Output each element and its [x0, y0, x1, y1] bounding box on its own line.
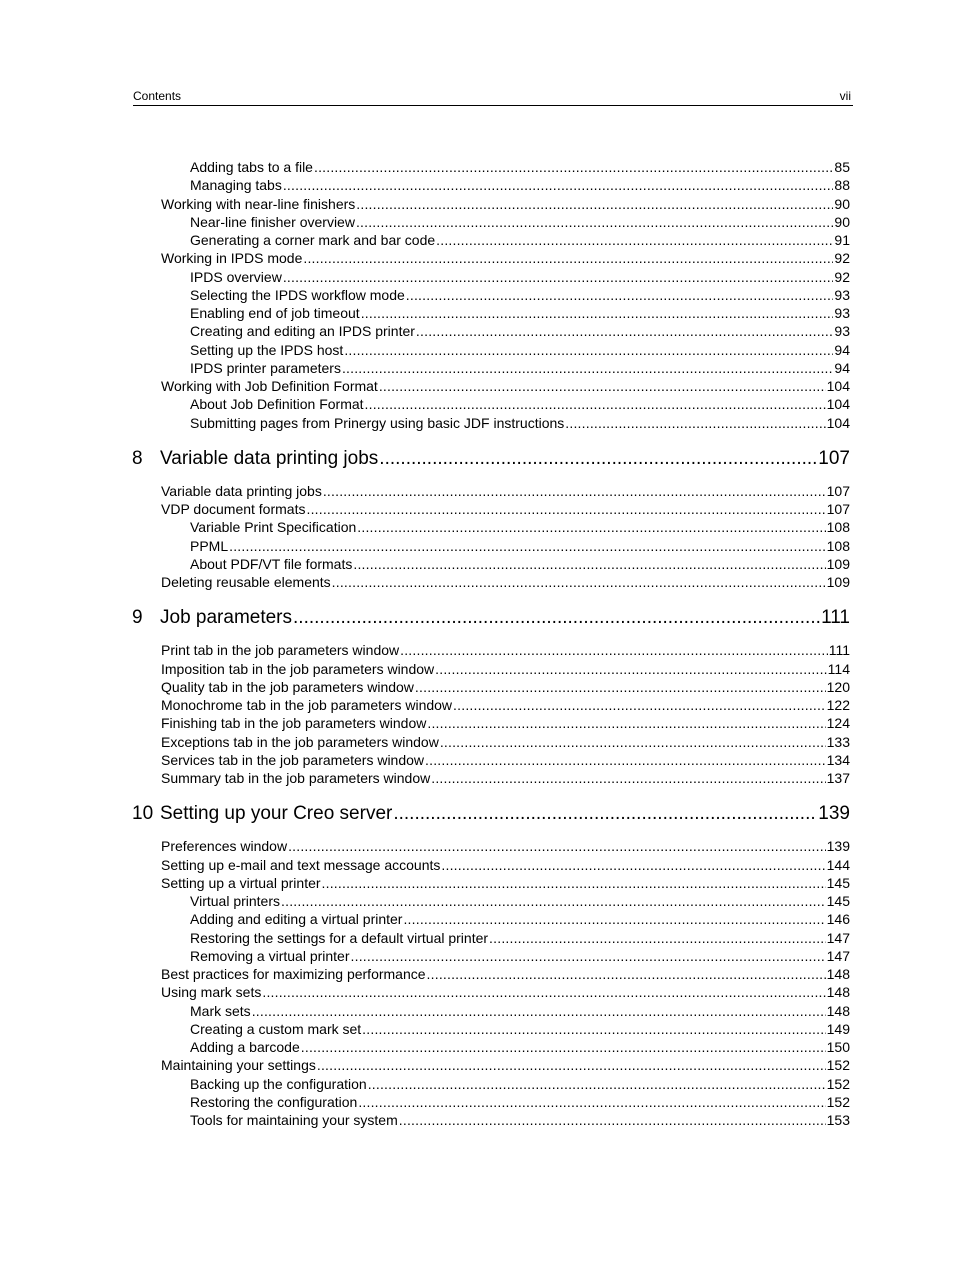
toc-entry-title: Variable data printing jobs: [161, 482, 322, 499]
toc-page-number: 104: [826, 378, 850, 394]
toc-page-number: 111: [821, 607, 850, 629]
dot-leader: [427, 714, 825, 732]
toc-entry: [190, 414, 850, 432]
toc-entry: [161, 573, 850, 591]
toc-entry: [161, 195, 850, 213]
chapter-number: 9: [132, 607, 143, 629]
toc-entry: [190, 1020, 850, 1038]
toc-entry-title: Variable Print Specification: [190, 519, 357, 536]
toc-page-number: 92: [834, 268, 850, 285]
header-section-title: Contents: [133, 89, 182, 103]
toc-page-number: 133: [826, 733, 850, 750]
toc-entry-title: Creating a custom mark set: [190, 1020, 362, 1037]
toc-page-number: 92: [834, 250, 850, 267]
toc-entry-title: Print tab in the job parameters window: [161, 642, 400, 659]
chapter-heading: [132, 605, 850, 631]
dot-leader: [379, 446, 817, 472]
toc-entry: [190, 555, 850, 573]
toc-entry: [190, 1075, 850, 1093]
toc-entry-title: Adding a barcode: [190, 1039, 300, 1055]
toc-page-number: 109: [826, 555, 850, 572]
toc-entry-title: VDP document formats: [161, 501, 306, 517]
dot-leader: [365, 395, 826, 413]
dot-leader: [393, 801, 817, 827]
dot-leader: [403, 910, 825, 928]
toc-page-number: 153: [826, 1112, 850, 1128]
toc-entry-title: Removing a virtual printer: [190, 947, 350, 964]
toc-page-number: 107: [826, 482, 850, 499]
toc-page-number: 149: [826, 1020, 850, 1037]
toc-entry-title: Setting up e-mail and text message accounts: [161, 856, 441, 873]
dot-leader: [406, 286, 834, 304]
toc-page-number: 93: [834, 323, 850, 340]
toc-entry: [161, 678, 850, 696]
toc-entry-title: Monochrome tab in the job parameters window: [161, 697, 453, 713]
toc-entry-title: Submitting pages from Prinergy using basic JDF instructions: [190, 414, 565, 431]
dot-leader: [281, 892, 826, 910]
dot-leader: [489, 929, 826, 947]
dot-leader: [441, 856, 825, 874]
toc-entry: [190, 1038, 850, 1056]
toc-entry: [190, 359, 850, 377]
toc-page-number: 145: [826, 893, 850, 909]
dot-leader: [368, 1075, 826, 1093]
chapter-title: Job parameters: [160, 607, 293, 629]
toc-page-number: 114: [827, 660, 850, 677]
dot-leader: [342, 359, 833, 377]
dot-leader: [565, 414, 825, 432]
toc-entry: [190, 304, 850, 322]
toc-entry: [190, 910, 850, 928]
toc-page-number: 93: [834, 286, 850, 303]
toc-entry-title: Working in IPDS mode: [161, 250, 303, 267]
toc-page-number: 94: [834, 359, 850, 376]
toc-page-number: 146: [826, 911, 850, 928]
toc-entry: [190, 1002, 850, 1020]
toc-entry-title: Creating and editing an IPDS printer: [190, 323, 415, 340]
dot-leader: [440, 733, 826, 751]
chapter-number: 10: [132, 803, 154, 825]
toc-page-number: 94: [834, 341, 850, 358]
toc-entry-title: Enabling end of job timeout: [190, 305, 360, 321]
toc-entry-title: Mark sets: [190, 1002, 251, 1019]
toc-page-number: 145: [826, 874, 850, 891]
chapter-number: 8: [132, 447, 143, 469]
dot-leader: [322, 874, 826, 892]
dot-leader: [436, 231, 833, 249]
toc-entry-title: Virtual printers: [190, 893, 281, 909]
toc-entry: [161, 249, 850, 267]
dot-leader: [303, 249, 833, 267]
dot-leader: [379, 377, 826, 395]
dot-leader: [323, 482, 826, 500]
toc-page-number: 148: [826, 984, 850, 1001]
dot-leader: [415, 678, 826, 696]
toc-page-number: 120: [826, 678, 850, 695]
toc-entry: [190, 231, 850, 249]
toc-entry-title: Quality tab in the job parameters window: [161, 678, 414, 695]
dot-leader: [314, 158, 833, 176]
dot-leader: [453, 696, 826, 714]
toc-entry-title: Restoring the settings for a default virtual printer: [190, 929, 489, 946]
toc-entry: [161, 874, 850, 892]
toc-entry-title: Managing tabs: [190, 177, 282, 194]
toc-page-number: 137: [826, 770, 850, 786]
dot-leader: [293, 605, 820, 631]
toc-entry-title: Services tab in the job parameters window: [161, 751, 425, 768]
toc-entry-title: Summary tab in the job parameters window: [161, 770, 431, 786]
toc-entry: [161, 1056, 850, 1074]
toc-entry-title: Maintaining your settings: [161, 1057, 316, 1074]
toc-entry: [161, 856, 850, 874]
toc-entry-title: Finishing tab in the job parameters window: [161, 715, 427, 732]
toc-entry: [190, 268, 850, 286]
toc-page-number: 147: [826, 929, 850, 946]
toc-entry-title: Deleting reusable elements: [161, 574, 331, 590]
toc-page-number: 108: [826, 537, 850, 554]
header-page-number: vii: [839, 89, 851, 103]
toc-page-number: 90: [834, 213, 850, 230]
dot-leader: [425, 751, 826, 769]
toc-entry: [190, 1093, 850, 1111]
toc-page-number: 111: [828, 642, 850, 659]
toc-page-number: 144: [826, 856, 850, 873]
dot-leader: [353, 555, 825, 573]
toc-entry-title: IPDS overview: [190, 268, 282, 285]
dot-leader: [435, 660, 827, 678]
dot-leader: [344, 341, 833, 359]
toc-page-number: 91: [834, 232, 850, 248]
toc-entry-title: About PDF/VT file formats: [190, 555, 353, 572]
toc-entry: [161, 641, 850, 659]
toc-entry-title: Adding and editing a virtual printer: [190, 911, 403, 928]
toc-entry-title: Preferences window: [161, 838, 288, 855]
toc-entry-title: Tools for maintaining your system: [190, 1112, 398, 1128]
toc-page-number: 124: [826, 715, 850, 732]
toc-entry-title: Selecting the IPDS workflow mode: [190, 286, 405, 303]
toc-page-number: 134: [826, 751, 850, 768]
toc-page-number: 139: [818, 803, 850, 825]
toc-entry-title: Best practices for maximizing performance: [161, 966, 426, 982]
toc-entry: [190, 518, 850, 536]
toc-entry-title: Exceptions tab in the job parameters window: [161, 733, 439, 750]
toc-entry-title: Near-line finisher overview: [190, 213, 355, 230]
toc-entry: [190, 158, 850, 176]
toc-entry: [190, 286, 850, 304]
dot-leader: [357, 518, 825, 536]
toc-entry-title: Using mark sets: [161, 984, 262, 1001]
dot-leader: [356, 195, 833, 213]
toc-entry-title: Setting up the IPDS host: [190, 341, 344, 358]
dot-leader: [351, 947, 826, 965]
toc-page-number: 150: [826, 1039, 850, 1055]
toc-entry: [161, 714, 850, 732]
toc-entry: [161, 500, 850, 518]
toc-entry: [161, 482, 850, 500]
toc-entry-title: IPDS printer parameters: [190, 359, 341, 376]
chapter-heading: [132, 801, 850, 827]
toc-entry: [190, 176, 850, 194]
chapter-heading: [132, 446, 850, 472]
toc-entry: [190, 395, 850, 413]
dot-leader: [306, 500, 825, 518]
toc-page-number: 85: [834, 159, 850, 175]
dot-leader: [427, 965, 826, 983]
chapter-title: Variable data printing jobs: [160, 447, 379, 469]
toc-entry: [161, 769, 850, 787]
dot-leader: [288, 837, 826, 855]
toc-entry-title: Working with near-line finishers: [161, 195, 356, 212]
toc-page-number: 109: [826, 574, 850, 590]
toc-entry: [161, 696, 850, 714]
toc-entry-title: Adding tabs to a file: [190, 159, 313, 175]
dot-leader: [283, 268, 834, 286]
toc-entry: [190, 892, 850, 910]
dot-leader: [262, 983, 825, 1001]
toc-entry: [190, 213, 850, 231]
toc-entry: [161, 377, 850, 395]
toc-page-number: 88: [834, 177, 850, 194]
toc-entry-title: Backing up the configuration: [190, 1075, 367, 1092]
toc-entry: [161, 733, 850, 751]
dot-leader: [399, 1111, 826, 1129]
dot-leader: [356, 213, 833, 231]
toc-entry-title: Imposition tab in the job parameters window: [161, 660, 435, 677]
toc-entry: [190, 947, 850, 965]
toc-entry: [161, 965, 850, 983]
toc-entry-title: About Job Definition Format: [190, 396, 364, 413]
toc-page-number: 122: [826, 697, 850, 713]
dot-leader: [252, 1002, 826, 1020]
dot-leader: [301, 1038, 826, 1056]
chapter-title: Setting up your Creo server: [160, 803, 393, 825]
dot-leader: [416, 322, 834, 340]
toc-entry-title: Setting up a virtual printer: [161, 874, 321, 891]
toc-page-number: 108: [826, 519, 850, 536]
toc-entry-title: Working with Job Definition Format: [161, 378, 378, 394]
dot-leader: [358, 1093, 825, 1111]
toc-page-number: 90: [834, 195, 850, 212]
toc-entry-title: Restoring the configuration: [190, 1093, 358, 1110]
toc-entry-title: PPML: [190, 537, 229, 554]
toc-page-number: 107: [826, 501, 850, 517]
toc-entry: [190, 537, 850, 555]
toc-page-number: 104: [826, 396, 850, 413]
running-header: [133, 89, 853, 106]
toc-page-number: 148: [826, 966, 850, 982]
toc-page-number: 152: [826, 1075, 850, 1092]
toc-entry: [190, 341, 850, 359]
toc-entry: [190, 322, 850, 340]
dot-leader: [332, 573, 826, 591]
toc-entry: [190, 1111, 850, 1129]
toc-page-number: 148: [826, 1002, 850, 1019]
toc-entry-title: Generating a corner mark and bar code: [190, 232, 436, 248]
toc-page-number: 152: [826, 1057, 850, 1074]
toc-entry: [161, 837, 850, 855]
toc-entry: [190, 929, 850, 947]
dot-leader: [431, 769, 825, 787]
toc-page-number: 93: [834, 305, 850, 321]
dot-leader: [317, 1056, 826, 1074]
toc-entry: [161, 751, 850, 769]
dot-leader: [362, 1020, 825, 1038]
dot-leader: [361, 304, 834, 322]
toc-entry: [161, 660, 850, 678]
dot-leader: [229, 537, 826, 555]
dot-leader: [400, 641, 828, 659]
toc-page-number: 104: [826, 414, 850, 431]
toc-page-number: 107: [818, 447, 850, 469]
toc-page-number: 152: [826, 1093, 850, 1110]
dot-leader: [283, 176, 834, 194]
toc-entry: [161, 983, 850, 1001]
toc-page-number: 139: [826, 838, 850, 855]
toc-page-number: 147: [826, 947, 850, 964]
